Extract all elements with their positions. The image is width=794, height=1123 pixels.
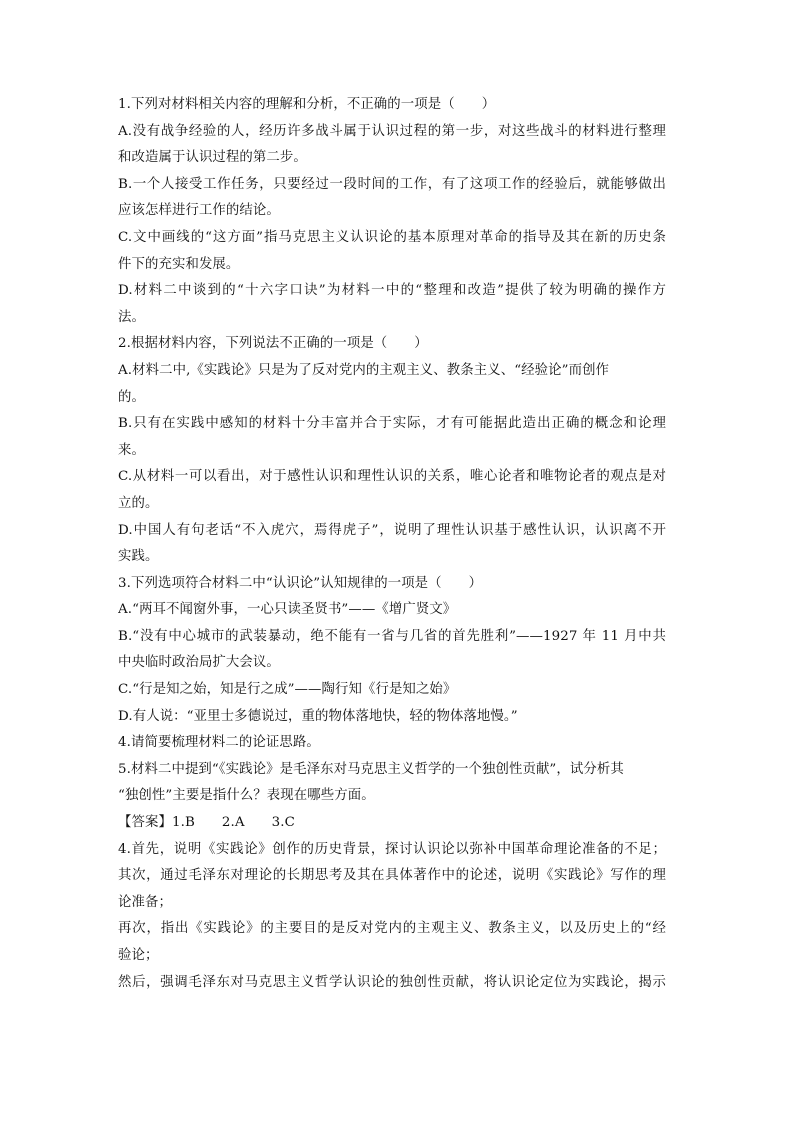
- text-line: 1.下列对材料相关内容的理解和分析，不正确的一项是（ ）: [118, 97, 496, 112]
- document-page: [118, 92, 666, 996]
- text-line: A.“两耳不闻窗外事，一心只读圣贤书”——《增广贤文》: [118, 602, 457, 618]
- text-line: 4.请简要梳理材料二的论证思路。: [118, 735, 320, 751]
- text-line: 【答案】1.B 2.A 3.C: [118, 815, 295, 831]
- text-line: 的。: [118, 389, 145, 405]
- text-line: 再次，指出《实践论》的主要目的是反对党内的主观主义、教条主义，以及历史上的“经: [118, 921, 666, 937]
- text-line: 法。: [118, 309, 145, 325]
- text-line: 其次，通过毛泽东对理论的长期思考及其在具体著作中的论述，说明《实践论》写作的理: [118, 868, 666, 884]
- text-line: C.从材料一可以看出，对于感性认识和理性认识的关系，唯心论者和唯物论者的观点是对: [118, 469, 666, 485]
- text-line: B.一个人接受工作任务，只要经过一段时间的工作，有了这项工作的经验后，就能够做出: [118, 176, 666, 192]
- text-line: 应该怎样进行工作的结论。: [118, 203, 280, 219]
- text-line: A.没有战争经验的人，经历许多战斗属于认识过程的第一步，对这些战斗的材料进行整理: [118, 123, 666, 139]
- text-line: D.有人说：“亚里士多德说过，重的物体落地快，轻的物体落地慢。”: [118, 708, 518, 724]
- text-line: B.“没有中心城市的武装暴动，绝不能有一省与几省的首先胜利”——1927 年 11 月中共: [118, 628, 666, 644]
- text-line: 中央临时政治局扩大会议。: [118, 655, 280, 671]
- text-line: D.中国人有句老话“不入虎穴，焉得虎子”，说明了理性认识基于感性认识，认识离不开: [118, 522, 666, 538]
- text-line: 5.材料二中提到“《实践论》是毛泽东对马克思主义哲学的一个独创性贡献”，试分析其: [118, 761, 624, 777]
- text-line: “独创性”主要是指什么？表现在哪些方面。: [118, 788, 375, 804]
- text-line: 论准备；: [118, 894, 172, 910]
- text-line: 来。: [118, 442, 145, 458]
- text-line: D.材料二中谈到的“十六字口诀”为材料一中的“整理和改造”提供了较为明确的操作方: [118, 283, 666, 299]
- text-line: 然后，强调毛泽东对马克思主义哲学认识论的独创性贡献，将认识论定位为实践论，揭示: [118, 974, 666, 990]
- text-line: B.只有在实践中感知的材料十分丰富并合于实际，才有可能据此造出正确的概念和论理: [118, 416, 666, 432]
- text-line: C.文中画线的“这方面”指马克思主义认识论的基本原理对革命的指导及其在新的历史条: [118, 229, 666, 245]
- text-line: 4.首先，说明《实践论》创作的历史背景，探讨认识论以弥补中国革命理论准备的不足；: [118, 841, 666, 857]
- text-line: 3.下列选项符合材料二中“认识论”认知规律的一项是（ ）: [118, 575, 483, 591]
- text-line: C.“行是知之始，知是行之成”——陶行知《行是知之始》: [118, 682, 457, 698]
- text-line: 验论；: [118, 948, 159, 963]
- text-line: 立的。: [118, 495, 159, 511]
- text-line: 2.根据材料内容，下列说法不正确的一项是（ ）: [118, 336, 428, 352]
- text-line: 和改造属于认识过程的第二步。: [118, 150, 307, 166]
- text-line: 实践。: [118, 549, 159, 565]
- text-line: A.材料二中,《实践论》只是为了反对党内的主观主义、教条主义、“经验论”而创作: [118, 362, 610, 378]
- text-line: 件下的充实和发展。: [118, 256, 240, 272]
